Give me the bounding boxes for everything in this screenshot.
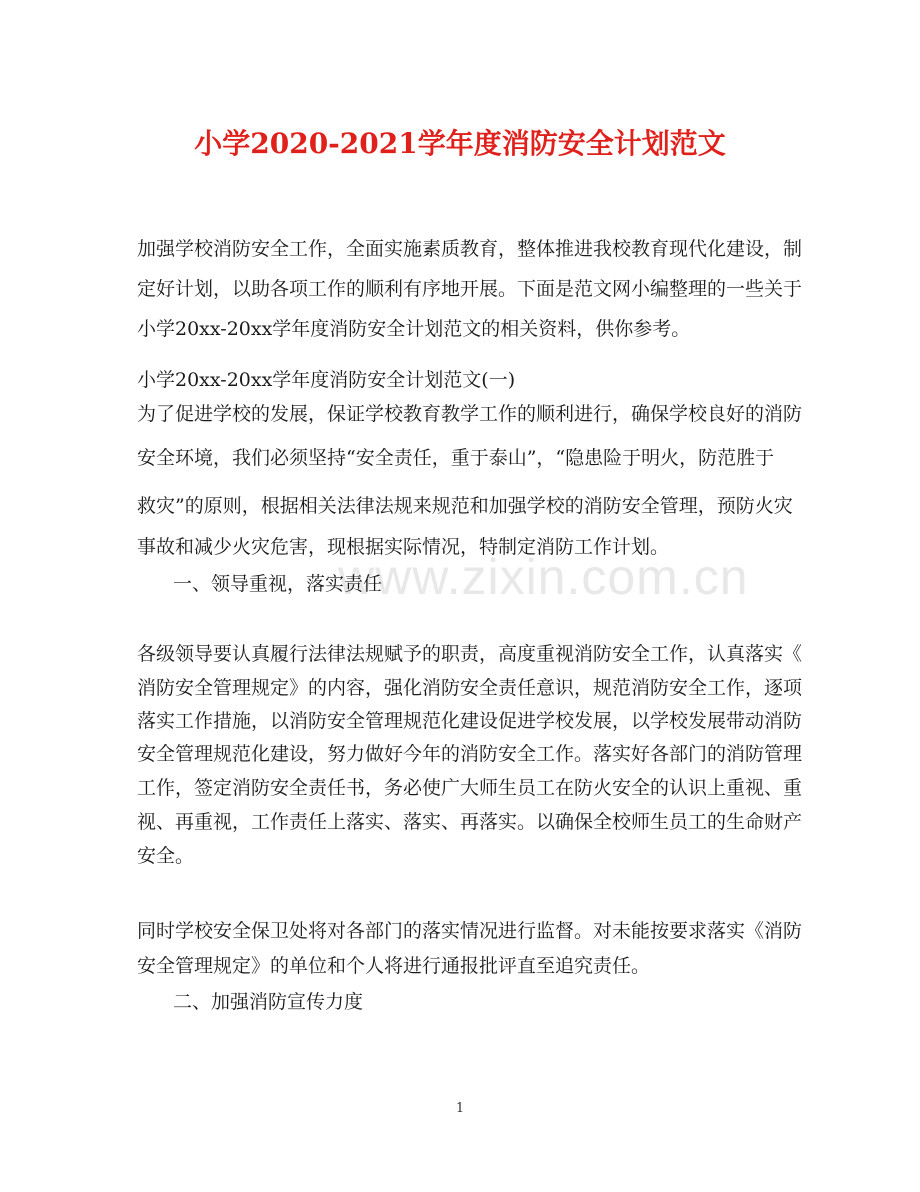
body-line-2: 安全环境，我们必须坚持“安全责任，重于泰山”，“隐患险于明火，防范胜于 (137, 447, 775, 469)
para2-line-5: 工作，签定消防安全责任书，务必使广大师生员工在防火安全的认识上重视、重 (137, 777, 803, 799)
para2-line-4: 安全管理规范化建设，努力做好今年的消防安全工作。落实好各部门的消防管理 (137, 743, 803, 765)
para2-line-2: 消防安全管理规定》的内容，强化消防安全责任意识，规范消防安全工作，逐项 (137, 677, 803, 699)
para2-line-6: 视、再重视，工作责任上落实、落实、再落实。以确保全校师生员工的生命财产 (137, 811, 803, 833)
body-line-4: 事故和减少火灾危害，现根据实际情况，特制定消防工作计划。 (137, 536, 670, 558)
para2-line-1: 各级领导要认真履行法律法规赋予的职责，高度重视消防安全工作，认真落实《 (137, 643, 803, 665)
subheading-2: 二、加强消防宣传力度 (173, 991, 364, 1013)
intro-line-2: 定好计划，以助各项工作的顺利有序地开展。下面是范文网小编整理的一些关于 (137, 278, 803, 300)
para3-line-2: 安全管理规定》的单位和个人将进行通报批评直至追究责任。 (137, 955, 651, 977)
para3-line-1: 同时学校安全保卫处将对各部门的落实情况进行监督。对未能按要求落实《消防 (137, 920, 803, 942)
page-number: 1 (455, 1101, 465, 1116)
para2-line-7: 安全。 (137, 845, 195, 867)
watermark: www.zixin.com.cn (338, 549, 749, 605)
page-title: 小学2020-2021学年度消防安全计划范文 (194, 127, 726, 160)
subheading-1: 一、领导重视，落实责任 (173, 573, 383, 595)
section-heading-1: 小学20xx-20xx学年度消防安全计划范文(一) (137, 369, 516, 391)
body-line-1: 为了促进学校的发展，保证学校教育教学工作的顺利进行，确保学校良好的消防 (137, 403, 803, 425)
body-line-3: 救灾”的原则，根据相关法律法规来规范和加强学校的消防安全管理，预防火灾 (137, 495, 793, 517)
intro-line-3: 小学20xx-20xx学年度消防安全计划范文的相关资料，供你参考。 (137, 318, 691, 340)
para2-line-3: 落实工作措施，以消防安全管理规范化建设促进学校发展，以学校发展带动消防 (137, 710, 803, 732)
intro-line-1: 加强学校消防安全工作，全面实施素质教育，整体推进我校教育现代化建设，制 (137, 238, 803, 260)
